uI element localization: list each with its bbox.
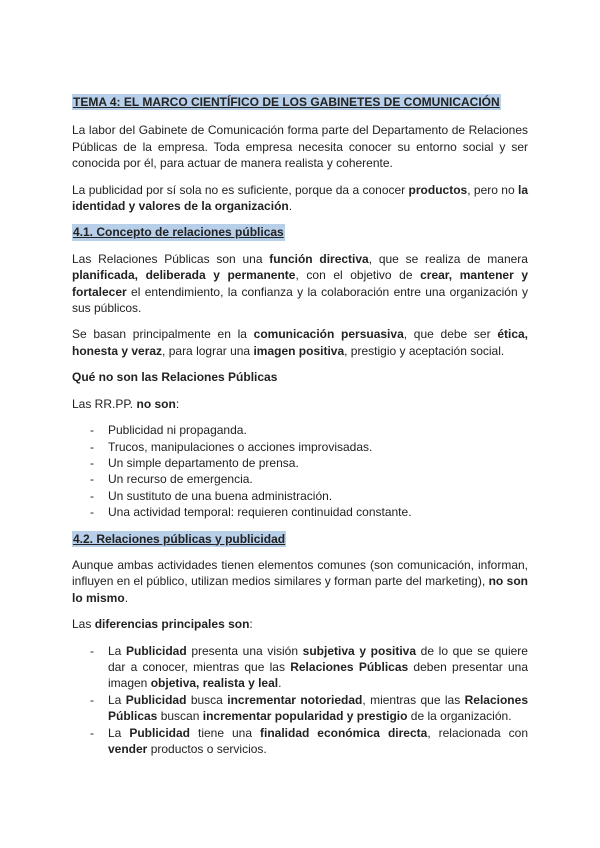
list-item: - La Publicidad busca incrementar notoriedad, mientras que las Relaciones Públicas buscan incrementar popularidad y prestigio de la organización. <box>72 692 528 725</box>
list-item: - Un recurso de emergencia. <box>72 471 528 487</box>
list-item: - Trucos, manipulaciones o acciones improvisadas. <box>72 439 528 455</box>
list-item: - Una actividad temporal: requieren continuidad constante. <box>72 504 528 520</box>
differences-list <box>72 643 528 758</box>
document-page <box>72 94 528 757</box>
list-item: - Un simple departamento de prensa. <box>72 455 528 471</box>
section1-paragraph-3: Las RR.PP. no son: <box>72 396 180 411</box>
list-item: - La Publicidad presenta una visión subjetiva y positiva de lo que se quiere dar a conocer, mientras que las Relaciones Públicas deben presentar una imagen objetiva, realista y leal. <box>72 643 528 692</box>
list-item: - La Publicidad tiene una finalidad económica directa, relacionada con vender productos o servicios. <box>72 725 528 758</box>
section2-paragraph-1: Aunque ambas actividades tienen elementos comunes (son comunicación, informan, influyen en el público, utilizan medios similares y forman parte del marketing), no son lo mismo. <box>72 557 528 605</box>
section-heading-1: 4.1. Concepto de relaciones públicas <box>73 225 284 240</box>
list-item: - Un sustituto de una buena administración. <box>72 488 528 504</box>
not-pr-list <box>72 422 528 520</box>
section2-paragraph-2: Las diferencias principales son: <box>72 617 253 632</box>
section1-subheading: Qué no son las Relaciones Públicas <box>72 370 278 385</box>
section-heading-2: 4.2. Relaciones públicas y publicidad <box>73 531 286 546</box>
section1-paragraph-2: Se basan principalmente en la comunicación persuasiva, que debe ser ética, honesta y veraz, para lograr una imagen positiva, prestigio y aceptación social. <box>72 327 528 358</box>
section1-paragraph-1: Las Relaciones Públicas son una función directiva, que se realiza de manera planificada, deliberada y permanente, con el objetivo de crear, mantener y fortalecer el entendimiento, la confianza y la colaboración entre una organización y sus públicos. <box>72 251 528 316</box>
list-item: - Publicidad ni propaganda. <box>72 422 528 438</box>
intro-paragraph-1: La labor del Gabinete de Comunicación forma parte del Departamento de Relaciones Públicas de la empresa. Toda empresa necesita conocer su entorno social y ser conocida por él, para actuar de manera realista y coherente. <box>72 123 528 171</box>
page-title: TEMA 4: EL MARCO CIENTÍFICO DE LOS GABINETES DE COMUNICACIÓN <box>73 95 500 109</box>
intro-paragraph-2: La publicidad por sí sola no es suficiente, porque da a conocer productos, pero no la identidad y valores de la organización. <box>72 182 528 214</box>
